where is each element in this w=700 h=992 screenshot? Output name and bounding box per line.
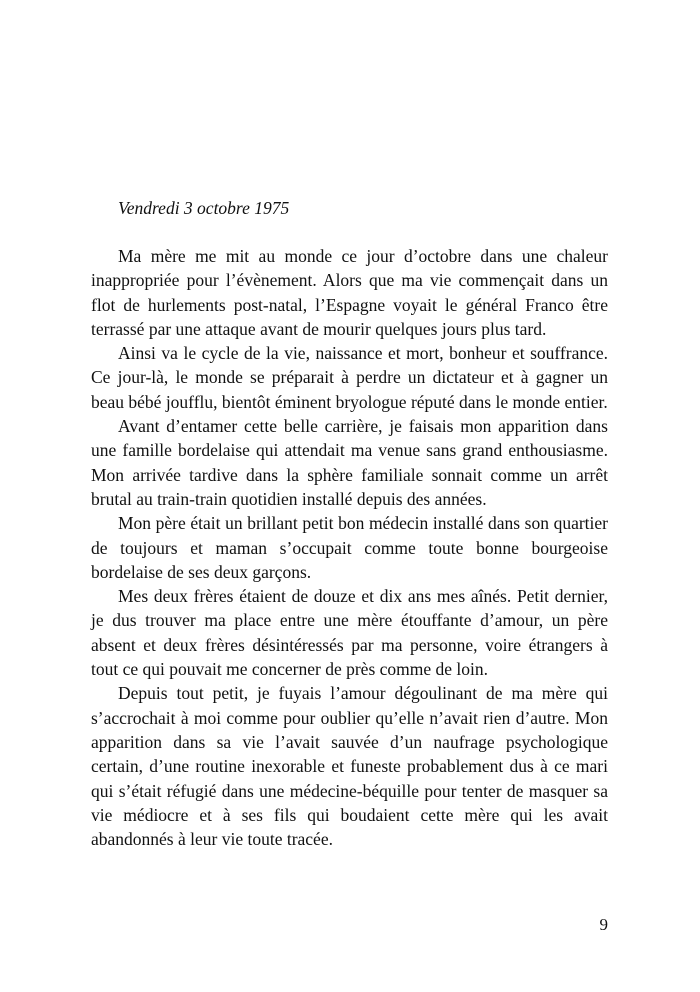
paragraph: Mon père était un brillant petit bon médecin installé dans son quartier de toujours et maman s’occupait comme toute bonne bourgeoise bordelaise de ses deux garçons.: [91, 513, 608, 582]
paragraph: Depuis tout petit, je fuyais l’amour dégoulinant de ma mère qui s’accrochait à moi comme pour oublier qu’elle n’avait rien d’autre. Mon apparition dans sa vie l’avait sauvée d’un naufrage psychologique certain, d’une routine inexorable et funeste probablement dus à ce mari qui s’était réfugié dans une médecine-béquille pour tenter de masquer sa vie médiocre et à ses fils qui boudaient cette mère qui les avait abandonnés à leur vie toute tracée.: [91, 683, 608, 850]
chapter-date-heading: Vendredi 3 octobre 1975: [118, 198, 290, 218]
paragraph: Mes deux frères étaient de douze et dix ans mes aînés. Petit dernier, je dus trouver ma place entre une mère étouffante d’amour, un père absent et deux frères désintéressés par ma personne, voire étrangers à tout ce qui pouvait me concerner de près comme de loin.: [91, 586, 608, 680]
paragraph: Ma mère me mit au monde ce jour d’octobre dans une chaleur inappropriée pour l’évènement. Alors que ma vie commençait dans un flot de hurlements post-natal, l’Espagne voyait le général Franco être terrassé par une attaque avant de mourir quelques jours plus tard.: [91, 246, 608, 339]
page-number: 9: [599, 915, 608, 934]
paragraph: Avant d’entamer cette belle carrière, je faisais mon apparition dans une famille bordelaise qui attendait ma venue sans grand enthousiasme. Mon arrivée tardive dans la sphère familiale sonnait comme un arrêt brutal au train-train quotidien installé depuis des années.: [91, 416, 608, 509]
paragraph: Ainsi va le cycle de la vie, naissance et mort, bonheur et souffrance. Ce jour-là, le monde se préparait à perdre un dictateur et à gagner un beau bébé joufflu, bientôt éminent bryologue réputé dans le monde entier.: [91, 343, 608, 412]
page-body: [91, 196, 608, 851]
